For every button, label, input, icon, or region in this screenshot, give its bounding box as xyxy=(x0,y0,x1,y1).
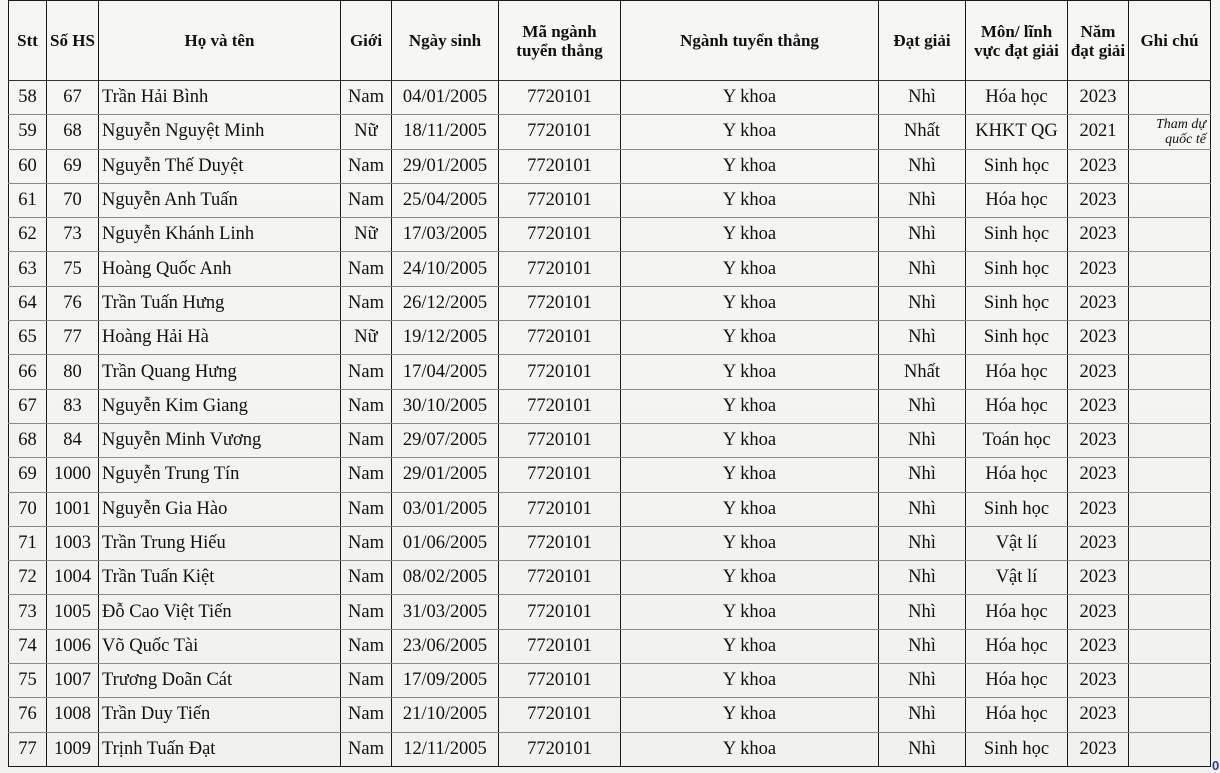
cell-ngay-sinh: 23/06/2005 xyxy=(392,629,499,663)
table-row xyxy=(9,218,1211,252)
cell-nganh: Y khoa xyxy=(621,732,879,766)
table-row xyxy=(9,561,1211,595)
cell-ho-ten: Trần Tuấn Hưng xyxy=(99,286,341,320)
cell-ho-ten: Nguyễn Kim Giang xyxy=(99,389,341,423)
cell-mon: Vật lí xyxy=(966,561,1068,595)
cell-nam: 2023 xyxy=(1068,561,1129,595)
cell-stt: 62 xyxy=(9,218,47,252)
cell-ho-ten: Hoàng Quốc Anh xyxy=(99,252,341,286)
cell-nam: 2021 xyxy=(1068,115,1129,149)
table-row xyxy=(9,286,1211,320)
cell-nganh: Y khoa xyxy=(621,526,879,560)
cell-ngay-sinh: 29/01/2005 xyxy=(392,149,499,183)
column-header-ghi-chu: Ghi chú xyxy=(1129,1,1211,81)
cell-mon: Sinh học xyxy=(966,286,1068,320)
cell-stt: 65 xyxy=(9,321,47,355)
cell-so-hs: 77 xyxy=(47,321,99,355)
cell-so-hs: 76 xyxy=(47,286,99,320)
cell-ma-nganh: 7720101 xyxy=(499,526,621,560)
cell-ngay-sinh: 31/03/2005 xyxy=(392,595,499,629)
cell-gioi: Nam xyxy=(341,664,392,698)
table-row xyxy=(9,423,1211,457)
cell-ngay-sinh: 12/11/2005 xyxy=(392,732,499,766)
cell-ma-nganh: 7720101 xyxy=(499,629,621,663)
table-header xyxy=(9,1,1211,81)
cell-dat-giai: Nhì xyxy=(879,183,966,217)
cell-dat-giai: Nhì xyxy=(879,423,966,457)
cell-ngay-sinh: 24/10/2005 xyxy=(392,252,499,286)
cell-mon: Hóa học xyxy=(966,183,1068,217)
cell-gioi: Nam xyxy=(341,423,392,457)
cell-ngay-sinh: 04/01/2005 xyxy=(392,81,499,115)
cell-nam: 2023 xyxy=(1068,81,1129,115)
cell-nganh: Y khoa xyxy=(621,252,879,286)
cell-ma-nganh: 7720101 xyxy=(499,218,621,252)
cell-ma-nganh: 7720101 xyxy=(499,252,621,286)
cell-nganh: Y khoa xyxy=(621,149,879,183)
cell-stt: 77 xyxy=(9,732,47,766)
cell-stt: 76 xyxy=(9,698,47,732)
cell-dat-giai: Nhì xyxy=(879,389,966,423)
cell-dat-giai: Nhì xyxy=(879,286,966,320)
cell-stt: 67 xyxy=(9,389,47,423)
cell-stt: 71 xyxy=(9,526,47,560)
cell-ma-nganh: 7720101 xyxy=(499,115,621,149)
table-row xyxy=(9,149,1211,183)
cell-so-hs: 1003 xyxy=(47,526,99,560)
cell-nam: 2023 xyxy=(1068,149,1129,183)
cell-dat-giai: Nhì xyxy=(879,458,966,492)
cell-ho-ten: Trần Duy Tiến xyxy=(99,698,341,732)
cell-ghi-chu xyxy=(1129,218,1211,252)
cell-gioi: Nam xyxy=(341,149,392,183)
table-row xyxy=(9,355,1211,389)
cell-dat-giai: Nhì xyxy=(879,321,966,355)
cell-ho-ten: Trương Doãn Cát xyxy=(99,664,341,698)
cell-gioi: Nam xyxy=(341,492,392,526)
table-row xyxy=(9,492,1211,526)
cell-ghi-chu xyxy=(1129,561,1211,595)
cell-gioi: Nữ xyxy=(341,218,392,252)
cell-ngay-sinh: 21/10/2005 xyxy=(392,698,499,732)
cell-ho-ten: Nguyễn Minh Vương xyxy=(99,423,341,457)
cell-gioi: Nam xyxy=(341,81,392,115)
cell-nam: 2023 xyxy=(1068,595,1129,629)
cell-so-hs: 1008 xyxy=(47,698,99,732)
cell-nam: 2023 xyxy=(1068,423,1129,457)
cell-dat-giai: Nhì xyxy=(879,526,966,560)
table-row xyxy=(9,252,1211,286)
cell-ghi-chu xyxy=(1129,629,1211,663)
cell-ngay-sinh: 03/01/2005 xyxy=(392,492,499,526)
table-row xyxy=(9,732,1211,766)
cell-nganh: Y khoa xyxy=(621,595,879,629)
cell-gioi: Nam xyxy=(341,183,392,217)
cell-ghi-chu xyxy=(1129,698,1211,732)
cell-so-hs: 68 xyxy=(47,115,99,149)
cell-nam: 2023 xyxy=(1068,355,1129,389)
table-row xyxy=(9,698,1211,732)
cell-mon: Sinh học xyxy=(966,732,1068,766)
corner-mark: 0 xyxy=(1212,758,1220,773)
cell-nam: 2023 xyxy=(1068,389,1129,423)
cell-mon: Hóa học xyxy=(966,664,1068,698)
cell-ma-nganh: 7720101 xyxy=(499,698,621,732)
cell-nganh: Y khoa xyxy=(621,561,879,595)
cell-ghi-chu xyxy=(1129,355,1211,389)
cell-ghi-chu xyxy=(1129,252,1211,286)
cell-ma-nganh: 7720101 xyxy=(499,286,621,320)
cell-nganh: Y khoa xyxy=(621,218,879,252)
column-header-mon: Môn/ lĩnh vực đạt giải xyxy=(966,1,1068,81)
cell-dat-giai: Nhì xyxy=(879,218,966,252)
student-admission-table xyxy=(8,0,1211,767)
cell-nam: 2023 xyxy=(1068,526,1129,560)
cell-nganh: Y khoa xyxy=(621,698,879,732)
cell-nam: 2023 xyxy=(1068,183,1129,217)
cell-stt: 75 xyxy=(9,664,47,698)
cell-gioi: Nam xyxy=(341,252,392,286)
cell-ho-ten: Trần Hải Bình xyxy=(99,81,341,115)
cell-dat-giai: Nhì xyxy=(879,698,966,732)
column-header-nam: Năm đạt giải xyxy=(1068,1,1129,81)
cell-ngay-sinh: 17/03/2005 xyxy=(392,218,499,252)
cell-nam: 2023 xyxy=(1068,218,1129,252)
cell-nganh: Y khoa xyxy=(621,183,879,217)
cell-so-hs: 80 xyxy=(47,355,99,389)
cell-nganh: Y khoa xyxy=(621,458,879,492)
cell-nam: 2023 xyxy=(1068,664,1129,698)
cell-dat-giai: Nhì xyxy=(879,561,966,595)
cell-ma-nganh: 7720101 xyxy=(499,355,621,389)
cell-so-hs: 1007 xyxy=(47,664,99,698)
cell-so-hs: 70 xyxy=(47,183,99,217)
cell-ho-ten: Trịnh Tuấn Đạt xyxy=(99,732,341,766)
table-row xyxy=(9,321,1211,355)
cell-dat-giai: Nhì xyxy=(879,492,966,526)
cell-gioi: Nam xyxy=(341,458,392,492)
cell-gioi: Nữ xyxy=(341,321,392,355)
cell-ma-nganh: 7720101 xyxy=(499,595,621,629)
cell-stt: 60 xyxy=(9,149,47,183)
column-header-gioi: Giới xyxy=(341,1,392,81)
cell-so-hs: 84 xyxy=(47,423,99,457)
cell-dat-giai: Nhì xyxy=(879,595,966,629)
table-row xyxy=(9,183,1211,217)
cell-ghi-chu xyxy=(1129,526,1211,560)
cell-nam: 2023 xyxy=(1068,698,1129,732)
cell-ma-nganh: 7720101 xyxy=(499,423,621,457)
cell-stt: 66 xyxy=(9,355,47,389)
cell-ma-nganh: 7720101 xyxy=(499,81,621,115)
column-header-ma-nganh: Mã ngành tuyển thẳng xyxy=(499,1,621,81)
cell-dat-giai: Nhất xyxy=(879,355,966,389)
table-row xyxy=(9,526,1211,560)
cell-ho-ten: Nguyễn Anh Tuấn xyxy=(99,183,341,217)
cell-ghi-chu xyxy=(1129,149,1211,183)
cell-mon: Hóa học xyxy=(966,698,1068,732)
cell-ngay-sinh: 08/02/2005 xyxy=(392,561,499,595)
cell-stt: 59 xyxy=(9,115,47,149)
cell-nganh: Y khoa xyxy=(621,389,879,423)
table-row xyxy=(9,115,1211,149)
cell-mon: Sinh học xyxy=(966,321,1068,355)
cell-nam: 2023 xyxy=(1068,458,1129,492)
cell-gioi: Nam xyxy=(341,389,392,423)
table-row xyxy=(9,664,1211,698)
cell-ghi-chu xyxy=(1129,183,1211,217)
cell-nam: 2023 xyxy=(1068,629,1129,663)
cell-ho-ten: Nguyễn Trung Tín xyxy=(99,458,341,492)
cell-nam: 2023 xyxy=(1068,732,1129,766)
column-header-nganh: Ngành tuyển thẳng xyxy=(621,1,879,81)
cell-ma-nganh: 7720101 xyxy=(499,321,621,355)
cell-mon: Hóa học xyxy=(966,81,1068,115)
cell-ghi-chu xyxy=(1129,595,1211,629)
cell-gioi: Nam xyxy=(341,526,392,560)
cell-stt: 68 xyxy=(9,423,47,457)
cell-dat-giai: Nhì xyxy=(879,732,966,766)
cell-mon: Sinh học xyxy=(966,492,1068,526)
cell-ghi-chu xyxy=(1129,286,1211,320)
cell-stt: 63 xyxy=(9,252,47,286)
cell-ngay-sinh: 17/09/2005 xyxy=(392,664,499,698)
cell-nganh: Y khoa xyxy=(621,321,879,355)
cell-stt: 64 xyxy=(9,286,47,320)
cell-nam: 2023 xyxy=(1068,492,1129,526)
cell-dat-giai: Nhất xyxy=(879,115,966,149)
cell-dat-giai: Nhì xyxy=(879,252,966,286)
cell-so-hs: 1009 xyxy=(47,732,99,766)
cell-so-hs: 75 xyxy=(47,252,99,286)
cell-ho-ten: Nguyễn Nguyệt Minh xyxy=(99,115,341,149)
cell-gioi: Nam xyxy=(341,595,392,629)
cell-nganh: Y khoa xyxy=(621,629,879,663)
cell-dat-giai: Nhì xyxy=(879,81,966,115)
cell-ma-nganh: 7720101 xyxy=(499,389,621,423)
cell-gioi: Nam xyxy=(341,355,392,389)
cell-mon: Sinh học xyxy=(966,149,1068,183)
cell-so-hs: 67 xyxy=(47,81,99,115)
cell-ho-ten: Trần Quang Hưng xyxy=(99,355,341,389)
cell-dat-giai: Nhì xyxy=(879,149,966,183)
cell-stt: 72 xyxy=(9,561,47,595)
cell-stt: 70 xyxy=(9,492,47,526)
cell-ngay-sinh: 29/01/2005 xyxy=(392,458,499,492)
cell-ma-nganh: 7720101 xyxy=(499,732,621,766)
cell-so-hs: 1000 xyxy=(47,458,99,492)
cell-ho-ten: Nguyễn Khánh Linh xyxy=(99,218,341,252)
cell-so-hs: 69 xyxy=(47,149,99,183)
cell-nam: 2023 xyxy=(1068,252,1129,286)
cell-ghi-chu xyxy=(1129,458,1211,492)
cell-stt: 58 xyxy=(9,81,47,115)
table-row xyxy=(9,595,1211,629)
cell-nganh: Y khoa xyxy=(621,81,879,115)
cell-stt: 61 xyxy=(9,183,47,217)
table-row xyxy=(9,629,1211,663)
cell-ho-ten: Đỗ Cao Việt Tiến xyxy=(99,595,341,629)
cell-mon: Sinh học xyxy=(966,218,1068,252)
cell-ngay-sinh: 26/12/2005 xyxy=(392,286,499,320)
cell-stt: 69 xyxy=(9,458,47,492)
cell-gioi: Nam xyxy=(341,698,392,732)
column-header-so-hs: Số HS xyxy=(47,1,99,81)
cell-ho-ten: Trần Tuấn Kiệt xyxy=(99,561,341,595)
cell-nganh: Y khoa xyxy=(621,115,879,149)
cell-so-hs: 83 xyxy=(47,389,99,423)
cell-ngay-sinh: 18/11/2005 xyxy=(392,115,499,149)
cell-ma-nganh: 7720101 xyxy=(499,458,621,492)
cell-so-hs: 73 xyxy=(47,218,99,252)
cell-nam: 2023 xyxy=(1068,286,1129,320)
cell-ma-nganh: 7720101 xyxy=(499,561,621,595)
cell-nganh: Y khoa xyxy=(621,664,879,698)
cell-nganh: Y khoa xyxy=(621,286,879,320)
cell-nam: 2023 xyxy=(1068,321,1129,355)
column-header-ho-ten: Họ và tên xyxy=(99,1,341,81)
cell-ho-ten: Nguyễn Gia Hào xyxy=(99,492,341,526)
cell-ghi-chu xyxy=(1129,492,1211,526)
cell-ho-ten: Nguyễn Thế Duyệt xyxy=(99,149,341,183)
cell-gioi: Nam xyxy=(341,629,392,663)
cell-mon: Sinh học xyxy=(966,252,1068,286)
cell-ghi-chu xyxy=(1129,664,1211,698)
header-row xyxy=(9,1,1211,81)
cell-stt: 74 xyxy=(9,629,47,663)
cell-dat-giai: Nhì xyxy=(879,664,966,698)
cell-mon: Hóa học xyxy=(966,595,1068,629)
cell-mon: KHKT QG xyxy=(966,115,1068,149)
cell-ho-ten: Hoàng Hải Hà xyxy=(99,321,341,355)
cell-ma-nganh: 7720101 xyxy=(499,664,621,698)
cell-ngay-sinh: 01/06/2005 xyxy=(392,526,499,560)
cell-ma-nganh: 7720101 xyxy=(499,149,621,183)
cell-mon: Hóa học xyxy=(966,458,1068,492)
cell-mon: Toán học xyxy=(966,423,1068,457)
table-row xyxy=(9,458,1211,492)
table-body xyxy=(9,81,1211,767)
cell-ghi-chu xyxy=(1129,423,1211,457)
cell-mon: Hóa học xyxy=(966,629,1068,663)
cell-ghi-chu xyxy=(1129,389,1211,423)
cell-ngay-sinh: 17/04/2005 xyxy=(392,355,499,389)
column-header-dat-giai: Đạt giải xyxy=(879,1,966,81)
cell-ma-nganh: 7720101 xyxy=(499,492,621,526)
cell-gioi: Nam xyxy=(341,561,392,595)
cell-so-hs: 1006 xyxy=(47,629,99,663)
table-row xyxy=(9,389,1211,423)
column-header-stt: Stt xyxy=(9,1,47,81)
cell-ghi-chu: Tham dự quốc tế xyxy=(1129,115,1211,149)
column-header-ngay-sinh: Ngày sinh xyxy=(392,1,499,81)
cell-ngay-sinh: 30/10/2005 xyxy=(392,389,499,423)
cell-dat-giai: Nhì xyxy=(879,629,966,663)
cell-stt: 73 xyxy=(9,595,47,629)
cell-nganh: Y khoa xyxy=(621,423,879,457)
cell-mon: Vật lí xyxy=(966,526,1068,560)
cell-so-hs: 1004 xyxy=(47,561,99,595)
cell-gioi: Nam xyxy=(341,286,392,320)
cell-ngay-sinh: 29/07/2005 xyxy=(392,423,499,457)
cell-so-hs: 1001 xyxy=(47,492,99,526)
cell-nganh: Y khoa xyxy=(621,355,879,389)
cell-mon: Hóa học xyxy=(966,389,1068,423)
cell-ghi-chu xyxy=(1129,321,1211,355)
cell-nganh: Y khoa xyxy=(621,492,879,526)
cell-ghi-chu xyxy=(1129,81,1211,115)
cell-gioi: Nam xyxy=(341,732,392,766)
cell-gioi: Nữ xyxy=(341,115,392,149)
cell-ghi-chu xyxy=(1129,732,1211,766)
cell-ho-ten: Võ Quốc Tài xyxy=(99,629,341,663)
cell-ngay-sinh: 25/04/2005 xyxy=(392,183,499,217)
cell-ngay-sinh: 19/12/2005 xyxy=(392,321,499,355)
table-row xyxy=(9,81,1211,115)
cell-ho-ten: Trần Trung Hiếu xyxy=(99,526,341,560)
cell-mon: Hóa học xyxy=(966,355,1068,389)
cell-so-hs: 1005 xyxy=(47,595,99,629)
cell-ma-nganh: 7720101 xyxy=(499,183,621,217)
